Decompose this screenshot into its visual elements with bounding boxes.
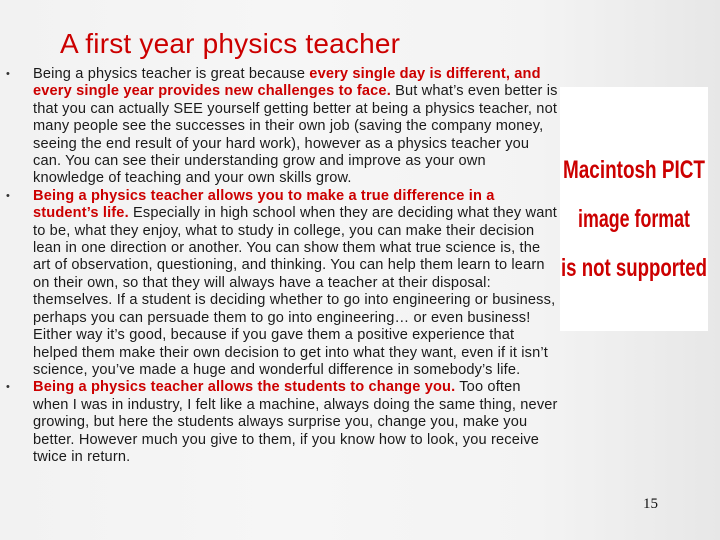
- bullet-list: [0, 66, 560, 466]
- bullet-marker: •: [6, 381, 11, 394]
- bullet-text: Too often when I was in industry, I felt like a machine, always doing the same thing, never growing, but here the students always surprise you, change you, make you better. However much you give to them, if you know how to look, you receive twice in return.: [33, 379, 558, 465]
- page-number: 15: [643, 496, 658, 512]
- bullet-marker: •: [6, 189, 11, 202]
- slide-title: A first year physics teacher: [60, 28, 401, 59]
- placeholder-line: is not supported: [561, 254, 707, 282]
- bullet-marker: •: [6, 68, 11, 80]
- bullet-highlight: Being a physics teacher allows the students to change you.: [33, 379, 456, 396]
- bullet-text: Being a physics teacher is great because: [33, 66, 310, 82]
- bullet-text: Especially in high school when they are deciding what they want to be, what they enjoy, what to study in college, you can make their decision lean in one direction or another. You can show them what true science is, the art of observation, questioning, and thinking. You can help them learn to learn on their own, so that they will always have a teacher at their disposal: themselves. If a student is deciding whether to go into engineering or business, perhaps you can persuade them to go into engineering… or even business! Either way it’s good, because if you gave them a positive experience that helped them make their own decision to get into what they want, even if it isn’t science, you’ve made a huge and wonderful difference in somebody’s life.: [33, 205, 557, 378]
- bullet-item: [0, 188, 560, 379]
- bullet-item: [0, 66, 560, 188]
- bullet-text: But what’s even better is that you can actually SEE yourself getting better at being a physics teacher, not many people see the successes in their own job (saving the company money, seeing the end result of your hard work), however as a physics teacher you can. You can see their understanding grow and improve as your own knowledge of teaching and your own skills grow.: [33, 83, 558, 187]
- bullet-item: [0, 379, 560, 466]
- placeholder-line: image format: [578, 205, 691, 233]
- bullet-highlight: every single day is different, and every single year provides new challenges to face.: [33, 66, 541, 100]
- placeholder-line: Macintosh PICT: [563, 156, 705, 184]
- bullet-highlight: Being a physics teacher allows you to make a true difference in a student’s life.: [33, 187, 495, 222]
- unsupported-image-placeholder: [560, 87, 708, 331]
- placeholder-graphic: [560, 87, 708, 331]
